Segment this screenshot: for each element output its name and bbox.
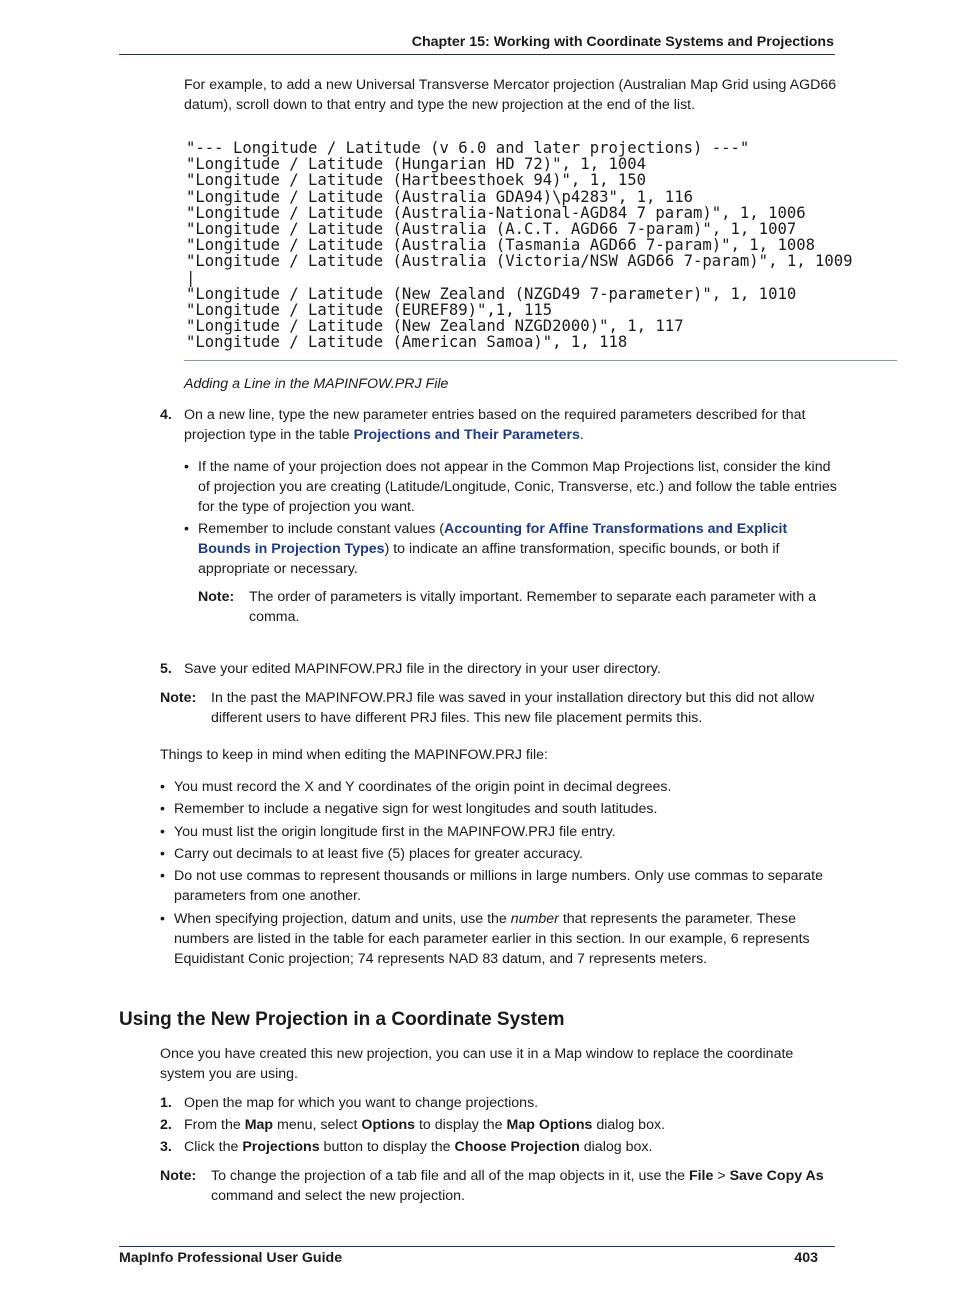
step-3-a: Click the: [184, 1139, 243, 1155]
step-3-c: dialog box.: [579, 1139, 653, 1155]
affine-transformations-link[interactable]: Accounting for Affine Transformations and Explicit Bounds in Projection Types: [198, 521, 788, 557]
bullet-dot: •: [184, 521, 189, 537]
final-note-b: command and select the new projection.: [211, 1187, 465, 1204]
options-ref: Options: [361, 1117, 416, 1133]
step-2-number: 2.: [160, 1117, 172, 1133]
step-4-bullet-2: [198, 520, 838, 579]
file-menu-ref: File: [688, 1168, 714, 1184]
code-line: |: [186, 268, 196, 287]
figure-caption: Adding a Line in the MAPINFOW.PRJ File: [184, 376, 449, 392]
code-line: "Longitude / Latitude (New Zealand (NZGD49 7-parameter)", 1, 1010: [186, 284, 797, 303]
projections-button-ref: Projections: [242, 1139, 320, 1155]
step-2-c: to display the: [415, 1117, 507, 1133]
code-line: "Longitude / Latitude (Australia (Victoria/NSW AGD66 7-param)", 1, 1009: [186, 252, 853, 271]
section-heading: Using the New Projection in a Coordinate System: [119, 1009, 565, 1030]
step-1-number: 1.: [160, 1095, 172, 1111]
step-4-number: 4.: [160, 407, 172, 423]
bullet-dot: •: [160, 801, 165, 817]
step-4-text-b: .: [579, 426, 584, 443]
step-5-text: Save your edited MAPINFOW.PRJ file in the directory in your user directory.: [184, 661, 661, 677]
choose-projection-dialog-ref: Choose Projection: [454, 1139, 580, 1155]
step-2-a: From the: [184, 1117, 245, 1133]
save-copy-as-ref: Save Copy As: [729, 1168, 824, 1184]
step-5-note-text: In the past the MAPINFOW.PRJ file was saved in your installation directory but this did not allow different users to have different PRJ files. This new file placement permits this.: [211, 690, 815, 726]
bullet-2-text-b: ) to indicate an affine transformation, specific bounds, or both if appropriate or necessary.: [198, 540, 780, 577]
bullet-dot: •: [160, 824, 165, 840]
code-line: "Longitude / Latitude (Australia-National-AGD84 7 param)", 1, 1006: [186, 203, 806, 222]
step-1-text: Open the map for which you want to change projections.: [184, 1095, 539, 1111]
step-5-number: 5.: [160, 661, 172, 677]
step-3-b: button to display the: [319, 1139, 455, 1155]
chapter-title: Chapter 15: Working with Coordinate Systems and Projections: [411, 34, 834, 50]
code-line: "Longitude / Latitude (New Zealand NZGD2000)", 1, 117: [186, 317, 684, 336]
thing-6-italic: number: [510, 911, 559, 927]
final-note-text: [211, 1167, 841, 1207]
bullet-dot: •: [160, 911, 165, 927]
step-2-b: menu, select: [273, 1117, 362, 1133]
code-rule: [184, 360, 897, 361]
header-rule: [119, 54, 835, 55]
final-note-a: To change the projection of a tab file and all of the map objects in it, use the: [211, 1168, 689, 1184]
code-line: "Longitude / Latitude (Hartbeesthoek 94)", 1, 150: [186, 171, 647, 190]
step-3-text: [184, 1138, 652, 1158]
code-line: "Longitude / Latitude (Australia (Tasmania AGD66 7-param)", 1, 1008: [186, 236, 816, 255]
note-label: Note:: [198, 589, 235, 605]
map-options-dialog-ref: Map Options: [506, 1117, 593, 1133]
note-label: Note:: [160, 690, 197, 706]
step-4-note-text: The order of parameters is vitally important. Remember to separate each parameter with a comma.: [249, 589, 816, 625]
code-line: "--- Longitude / Latitude (v 6.0 and later projections) ---": [186, 139, 750, 157]
step-2-d: dialog box.: [592, 1117, 666, 1133]
step-4-text: [184, 406, 844, 446]
intro-paragraph: For example, to add a new Universal Transverse Mercator projection (Australian Map Grid using AGD66 datum), scroll down to that entry and type the new projection at the end of the list.: [184, 77, 837, 113]
page-number: 403: [794, 1250, 818, 1266]
bullet-dot: •: [160, 846, 165, 862]
menu-separator: >: [713, 1168, 730, 1184]
thing-6-text-b: that represents the parameter. These numbers are listed in the table for each parameter earlier in this section. In our example, 6 represents Equidistant Conic projection; 74 represents NAD 83 datum, and 7 represents meters.: [174, 911, 810, 967]
note-label: Note:: [160, 1168, 197, 1184]
thing-item: You must record the X and Y coordinates of the origin point in decimal degrees.: [174, 779, 672, 795]
footer-title: MapInfo Professional User Guide: [119, 1250, 343, 1266]
step-2-text: [184, 1116, 665, 1136]
step-3-number: 3.: [160, 1139, 172, 1155]
footer-rule: [119, 1246, 835, 1247]
bullet-2-text-a: Remember to include constant values (: [198, 521, 445, 537]
thing-item: [174, 910, 842, 969]
thing-6-text-a: When specifying projection, datum and units, use the: [174, 911, 511, 927]
map-menu-ref: Map: [244, 1117, 274, 1133]
code-line: "Longitude / Latitude (EUREF89)",1, 115: [186, 301, 553, 320]
code-line: "Longitude / Latitude (Australia (A.C.T. AGD66 7-param)", 1, 1007: [186, 220, 797, 239]
prj-code-listing: [186, 140, 853, 351]
bullet-dot: •: [160, 779, 165, 795]
code-line: "Longitude / Latitude (American Samoa)", 1, 118: [186, 333, 628, 352]
step-4-text-a: On a new line, type the new parameter entries based on the required parameters described for that projection type in the table: [184, 407, 806, 443]
things-intro: Things to keep in mind when editing the MAPINFOW.PRJ file:: [160, 747, 548, 763]
thing-item: Do not use commas to represent thousands or millions in large numbers. Only use commas to separate parameters from one another.: [174, 868, 823, 904]
thing-item: Remember to include a negative sign for west longitudes and south latitudes.: [174, 801, 658, 817]
bullet-dot: •: [160, 868, 165, 884]
code-line: "Longitude / Latitude (Australia GDA94)\p4283", 1, 116: [186, 187, 693, 206]
thing-item: You must list the origin longitude first in the MAPINFOW.PRJ file entry.: [174, 824, 616, 840]
thing-item: Carry out decimals to at least five (5) places for greater accuracy.: [174, 846, 583, 862]
projections-parameters-link[interactable]: Projections and Their Parameters: [353, 426, 580, 443]
code-line: "Longitude / Latitude (Hungarian HD 72)", 1, 1004: [186, 155, 647, 174]
bullet-dot: •: [184, 459, 189, 475]
step-4-bullet-1: If the name of your projection does not appear in the Common Map Projections list, consider the kind of projection you are creating (Latitude/Longitude, Conic, Transverse, etc.) and follow the table entries for the type of projection you want.: [198, 459, 837, 515]
section-intro: Once you have created this new projection, you can use it in a Map window to replace the coordinate system you are using.: [160, 1046, 794, 1082]
